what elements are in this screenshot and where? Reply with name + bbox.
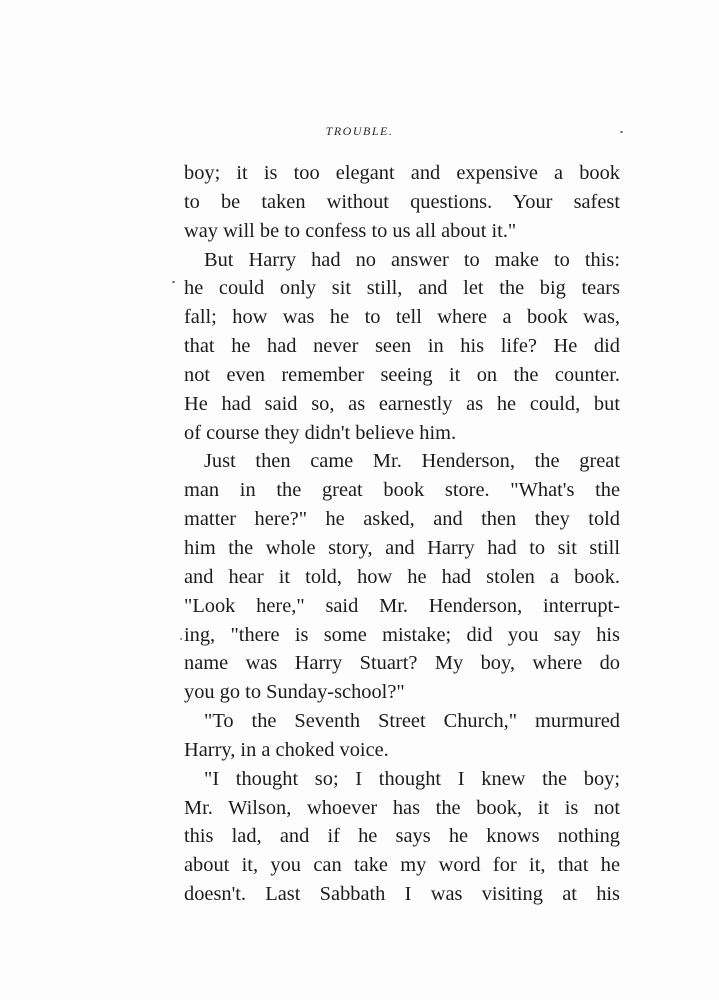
text-line: He had said so, as earnestly as he could, but — [184, 392, 620, 415]
text-line: "Look here," said Mr. Henderson, interrupt- — [184, 594, 620, 617]
text-line: to be taken without questions. Your safest — [184, 190, 620, 213]
text-line: him the whole story, and Harry had to sit still — [184, 536, 620, 559]
text-line: name was Harry Stuart? My boy, where do — [184, 652, 620, 675]
text-line: he could only sit still, and let the big tears — [184, 277, 620, 300]
text-line: fall; how was he to tell where a book was, — [184, 306, 620, 329]
running-head: TROUBLE. — [325, 124, 394, 138]
text-line: man in the great book store. "What's the — [184, 479, 620, 502]
print-speck — [180, 638, 182, 640]
text-line: "I thought so; I thought I knew the boy; — [204, 767, 620, 790]
text-line: about it, you can take my word for it, that he — [184, 854, 620, 877]
text-line: "To the Seventh Street Church," murmured — [204, 710, 620, 733]
text-line: not even remember seeing it on the counter. — [184, 363, 620, 386]
print-speck — [620, 131, 623, 133]
text-line: doesn't. Last Sabbath I was visiting at his — [184, 883, 620, 906]
text-line: Mr. Wilson, whoever has the book, it is not — [184, 796, 620, 819]
text-line: ing, "there is some mistake; did you say his — [184, 623, 620, 646]
text-line: Harry, in a choked voice. — [184, 738, 389, 761]
text-line: But Harry had no answer to make to this: — [204, 248, 620, 271]
text-line: way will be to confess to us all about it." — [184, 219, 517, 242]
text-line: that he had never seen in his life? He did — [184, 335, 620, 358]
text-line: boy; it is too elegant and expensive a book — [184, 162, 620, 184]
text-line: and hear it told, how he had stolen a book. — [184, 565, 620, 588]
print-speck — [172, 281, 175, 283]
body-text — [184, 159, 620, 909]
text-line: matter here?" he asked, and then they told — [184, 508, 620, 531]
text-line: you go to Sunday-school?" — [184, 681, 405, 704]
text-line: this lad, and if he says he knows nothing — [184, 825, 620, 848]
text-line: Just then came Mr. Henderson, the great — [204, 450, 620, 473]
text-line: of course they didn't believe him. — [184, 421, 457, 444]
